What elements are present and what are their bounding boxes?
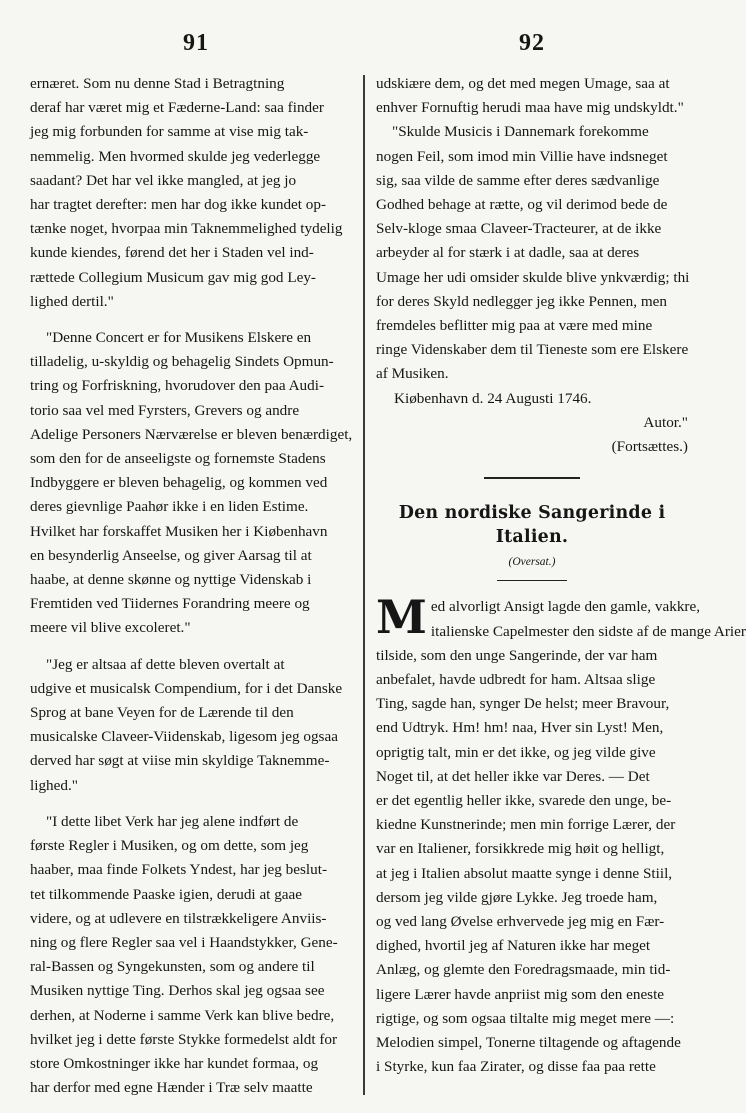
text-line: derved har søgt at viise min skyldige Taknemme-	[30, 752, 330, 770]
title-divider	[497, 580, 567, 582]
letter-continuation	[376, 72, 688, 387]
text-line: "Jeg er altsaa af dette bleven overtalt at	[46, 655, 285, 673]
column-divider	[363, 75, 365, 1095]
text-line: første Regler i Musiken, og om dette, som jeg	[30, 837, 309, 855]
text-line: Musiken nyttige Ting. Derhos skal jeg ogsaa see	[30, 982, 325, 1000]
drop-cap: M	[376, 590, 427, 645]
author-signature: Autor."	[643, 413, 688, 431]
text-line: ernæret. Som nu denne Stad i Betragtning	[30, 75, 285, 92]
text-line: Melodien simpel, Tonerne tiltagende og aftagende	[376, 1034, 681, 1052]
text-line: deraf har været mig et Fæderne-Land: saa finder	[30, 99, 324, 117]
text-line: ed alvorligt Ansigt lagde den gamle, vakkre,	[430, 598, 701, 616]
text-line: ning og flere Regler saa vel i Haandstykker, Gene-	[30, 933, 338, 951]
text-line: ral-Bassen og Syngekunsten, som og andere til	[30, 958, 315, 976]
text-line: hvilket jeg i dette første Stykke formedelst aldt for	[30, 1030, 338, 1048]
dateline: Kiøbenhavn d. 24 Augusti 1746.	[394, 389, 592, 407]
text-line: har tragtet derefter: men har dog ikke kundet op-	[30, 196, 327, 214]
text-line: en besynderlig Anseelse, og giver Aarsag til at	[30, 546, 312, 564]
text-line: Noget til, at det heller ikke var Deres. — Det	[376, 767, 650, 785]
page-number-left: 91	[183, 30, 209, 56]
text-line: end Udtryk. Hm! hm! naa, Hver sin Lyst! Men,	[376, 719, 664, 737]
text-line: er det egentlig heller ikke, svarede den unge, be-	[376, 791, 672, 809]
text-line: enhver Fornuftig herudi maa have mig undskyldt."	[376, 99, 684, 117]
text-line: tænke noget, hvorpaa min Taknemmelighed tydelig	[30, 220, 343, 238]
text-line: i Styrke, kun faa Zirater, og disse faa paa rette	[376, 1058, 656, 1076]
text-line: haabe, at denne skønne og nyttige Videnskab i	[30, 571, 312, 589]
text-line: rigtige, og som ogsaa tiltalte mig meget mere —:	[376, 1009, 675, 1027]
article-body	[376, 590, 746, 1079]
text-line: af Musiken.	[376, 365, 449, 383]
text-line: lighed dertil."	[30, 292, 114, 310]
text-line: deres gievnlige Paahør ikke i en liden Estime.	[30, 498, 309, 516]
text-line: meere vil blive excoleret."	[30, 619, 191, 637]
text-line: og ved lang Øvelse erhvervede jeg mig en Fær-	[376, 913, 665, 930]
text-line: nemmelig. Men hvormed skulde jeg vederlegge	[30, 147, 321, 165]
text-line: ringe Videnskaber dem til Tieneste som ere Elskere	[376, 341, 689, 359]
text-line: derhen, at Noderne i samme Verk kan blive bedre,	[30, 1006, 335, 1024]
text-line: haaber, maa finde Folkets Yndest, har jeg beslut-	[30, 861, 328, 879]
text-line: tet tilkommende Paaske igien, derudi at gaae	[30, 885, 303, 903]
text-line: "Denne Concert er for Musikens Elskere en	[46, 329, 312, 347]
text-line: ligere Lærer havde anpriist mig som den eneste	[376, 985, 665, 1003]
text-line: "I dette libet Verk har jeg alene indført de	[46, 812, 299, 830]
text-line: Sprog at bane Veyen for de Lærende til den	[30, 704, 294, 722]
text-line: kunde kiendes, førend det her i Staden vel ind-	[30, 244, 314, 262]
text-line: tilladelig, u-skyldig og behagelig Sindets Opmun-	[30, 353, 334, 371]
text-line: Fremtiden ved Tiidernes Forandring meere og	[30, 595, 310, 613]
text-line: for deres Skyld nedlegger jeg ikke Pennen, men	[376, 292, 668, 310]
text-line: sig, saa vilde de samme efter deres sædvanlige	[376, 171, 660, 189]
left-column	[30, 72, 353, 1100]
continued-note: (Fortsættes.)	[611, 438, 688, 456]
text-line: "Skulde Musicis i Dannemark forekomme	[392, 123, 649, 141]
text-line: tring og Forfriskning, hvorudover den paa Audi-	[30, 377, 324, 395]
text-line: saadant? Det har vel ikke mangled, at jeg jo	[30, 171, 297, 189]
paragraph	[376, 120, 688, 386]
text-line: oprigtig talt, min er det ikke, og jeg vilde give	[376, 743, 656, 761]
text-line: udskiære dem, og det med megen Umage, saa at	[376, 75, 670, 92]
text-line: fremdeles beflitter mig paa at være med mine	[376, 317, 653, 335]
text-line: anbefalet, havde udbredt for ham. Altsaa slige	[376, 670, 656, 688]
text-line: Hvilket har forskaffet Musiken her i Kiøbenhavn	[30, 522, 328, 540]
text-line: Adelige Personers Nærværelse er bleven benærdiget,	[30, 425, 353, 443]
text-line: musicalske Claveer-Viidenskab, ligesom jeg ogsaa	[30, 728, 338, 746]
text-line: tilside, som den unge Sangerinde, der var ham	[376, 646, 658, 664]
text-line: videre, og at udlevere en tilstrækkeligere Anviis-	[30, 909, 327, 927]
text-line: udgive et musicalsk Compendium, for i det Danske	[30, 679, 343, 697]
text-line: italienske Capelmester den sidste af de mange Arier	[430, 622, 746, 640]
text-line: som den for de anseeligste og fornemste Stadens	[30, 450, 326, 468]
text-line: Anlæg, og glemte den Foredragsmaade, min tid-	[376, 961, 671, 979]
right-column	[376, 72, 746, 1079]
text-line: har derfor med egne Hænder i Træ selv maatte	[30, 1079, 313, 1097]
text-line: Selv-kloge smaa Claveer-Tracteurer, at de ikke	[376, 220, 662, 238]
text-line: Umage her udi omsider skulde blive ynkværdig; thi	[376, 268, 690, 286]
paragraph	[30, 653, 350, 798]
section-divider	[484, 477, 580, 479]
article-note: (Oversat.)	[508, 555, 556, 568]
text-line: rættede Collegium Musicum gav mig god Ley-	[30, 268, 316, 286]
page-number-right: 92	[519, 30, 545, 56]
paragraph	[30, 810, 350, 1100]
paragraph	[30, 326, 353, 641]
text-line: Godhed behage at rætte, og vil derimod bede de	[376, 196, 668, 214]
text-line: var en Italiener, forsikkrede mig høit og helligt,	[376, 840, 665, 858]
text-line: arbeyder al for stærk i at dadle, saa at deres	[376, 244, 640, 262]
paragraph	[30, 72, 350, 314]
text-line: lighed."	[30, 776, 78, 794]
text-line: Ting, sagde han, synger De helst; meer Bravour,	[376, 695, 670, 713]
text-line: jeg mig forbunden for samme at vise mig tak-	[30, 123, 309, 141]
text-line: at jeg i Italien absolut maatte synge i denne Stiil,	[376, 864, 673, 882]
article-title: Den nordiske Sangerinde i Italien.	[398, 503, 666, 548]
paragraph	[376, 72, 688, 120]
text-line: dighed, hvortil jeg af Naturen ikke har meget	[376, 937, 651, 955]
text-line: kiedne Kunstnerinde; men min forrige Lærer, der	[376, 816, 676, 834]
text-line: nogen Feil, som imod min Villie have indsneget	[376, 147, 668, 165]
text-line: Indbyggere er bleven behagelig, og kommen ved	[30, 474, 328, 492]
text-line: dersom jeg vilde gjøre Lykke. Jeg troede ham,	[376, 888, 658, 906]
text-line: store Omkostninger ikke har kundet formaa, og	[30, 1054, 319, 1072]
text-line: torio saa vel med Fyrsters, Grevers og andre	[30, 401, 300, 419]
